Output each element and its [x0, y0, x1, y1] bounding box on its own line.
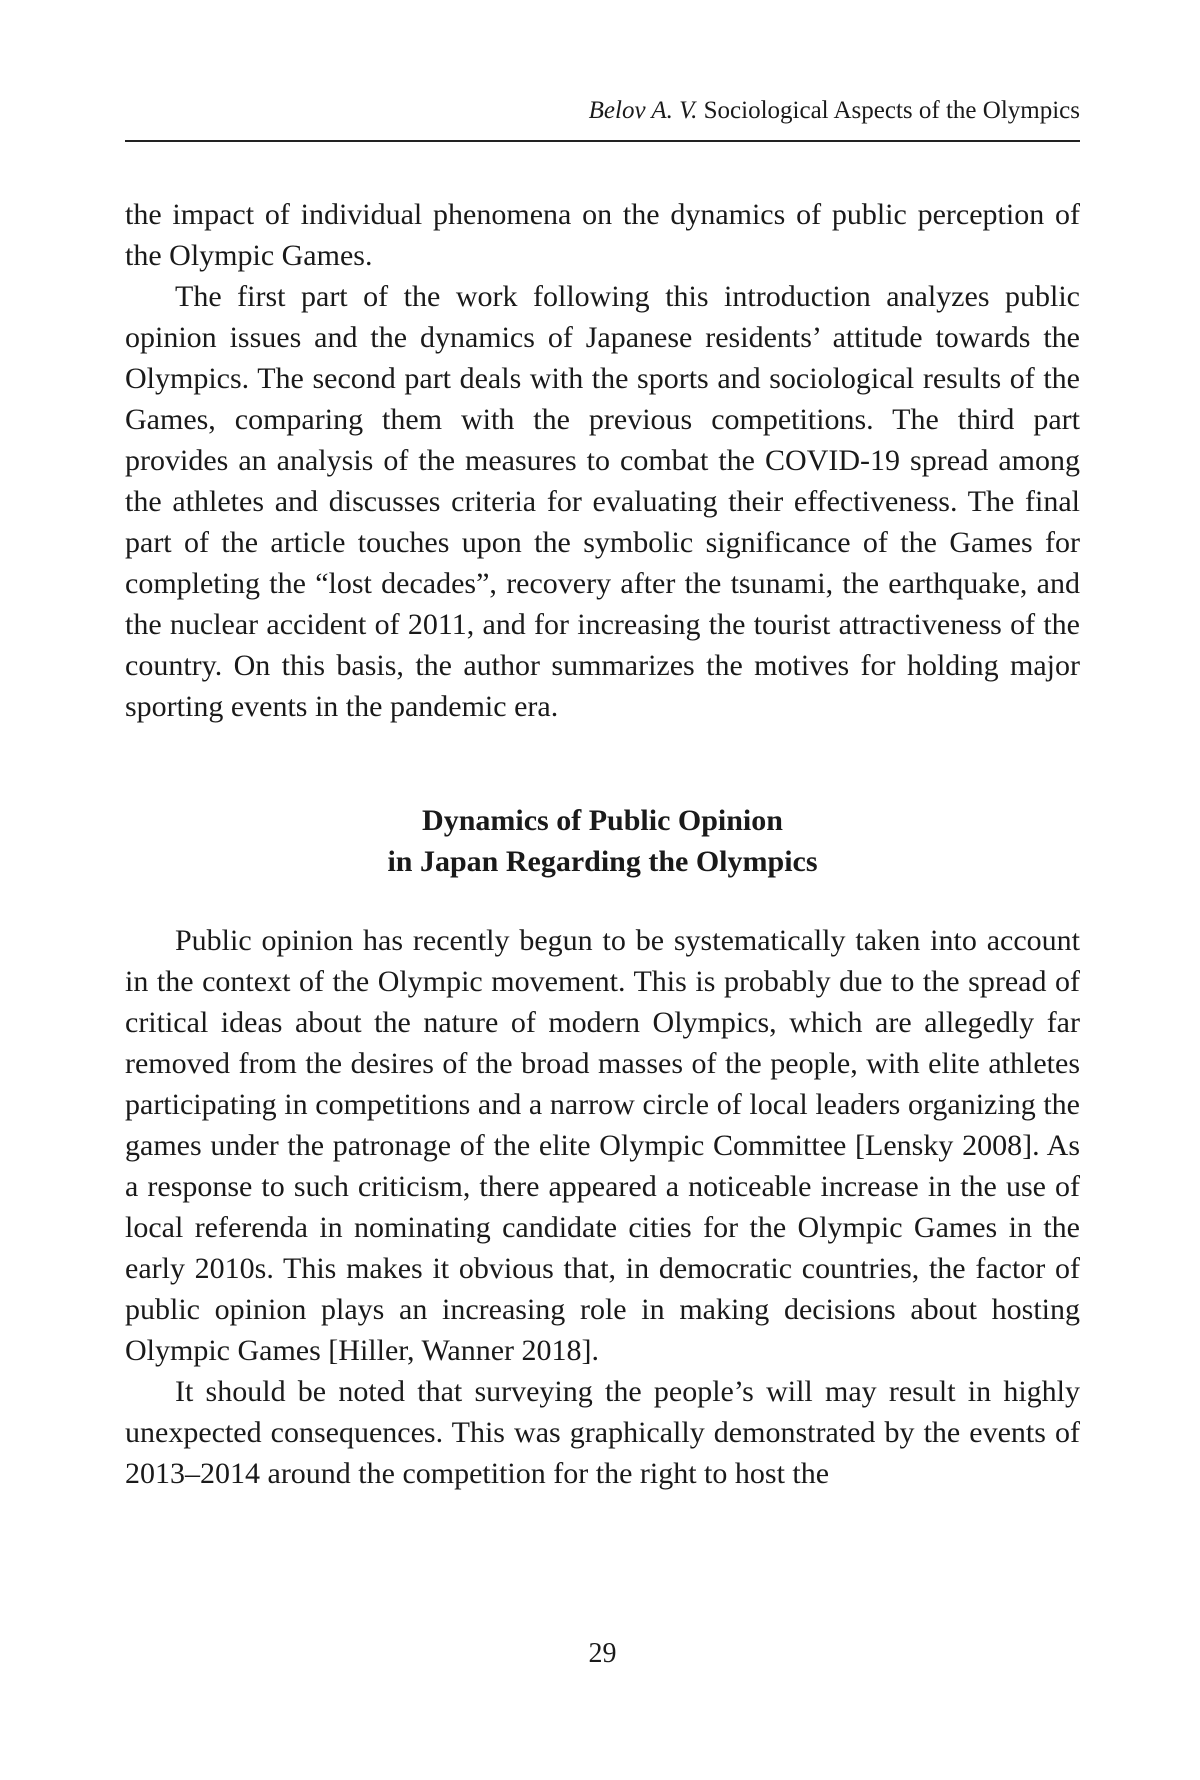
section-paragraph-surveying: It should be noted that surveying the people’s will may result in highly unexpected consequences. This was graphically demonstrated by the events of 2013–2014 around the competition for the right to host the: [125, 1375, 1080, 1490]
section-heading: [125, 800, 1080, 882]
header-title: Sociological Aspects of the Olympics: [703, 97, 1080, 124]
article-body: [125, 194, 1080, 1494]
paragraph-outline: The first part of the work following this introduction analyzes public opinion issues and the dynamics of Japanese residents’ attitude towards the Olympics. The second part deals with the sports and sociological results of the Games, comparing them with the previous competitions. The third part provides an analysis of the measures to combat the COVID-19 spread among the athletes and discusses criteria for evaluating their effectiveness. The final part of the article touches upon the symbolic significance of the Games for completing the “lost decades”, recovery after the tsunami, the earthquake, and the nuclear accident of 2011, and for increasing the tourist attractiveness of the country. On this basis, the author summarizes the motives for holding major sporting events in the pandemic era.: [125, 280, 1080, 723]
page-number: 29: [588, 1638, 617, 1669]
section-paragraph-public-opinion: Public opinion has recently begun to be systematically taken into account in the context of the Olympic movement. This is probably due to the spread of critical ideas about the nature of modern Olympics, which are allegedly far removed from the desires of the broad masses of the people, with elite athletes participating in competitions and a narrow circle of local leaders organizing the games under the patronage of the elite Olympic Committee [Lensky 2008]. As a response to such criticism, there appeared a noticeable increase in the use of local referenda in nominating candidate cities for the Olympic Games in the early 2010s. This makes it obvious that, in democratic countries, the factor of public opinion plays an increasing role in making decisions about hosting Olympic Games [Hiller, Wanner 2018].: [125, 924, 1080, 1367]
header-rule: [125, 140, 1080, 142]
running-header: [589, 96, 1080, 126]
document-page: [125, 0, 1080, 1780]
section-heading-line1: Dynamics of Public Opinion: [422, 804, 783, 837]
section-heading-line2: in Japan Regarding the Olympics: [387, 845, 818, 878]
paragraph-continuation: the impact of individual phenomena on the dynamics of public perception of the Olympic Games.: [125, 198, 1080, 272]
header-author: Belov A. V.: [588, 97, 698, 124]
